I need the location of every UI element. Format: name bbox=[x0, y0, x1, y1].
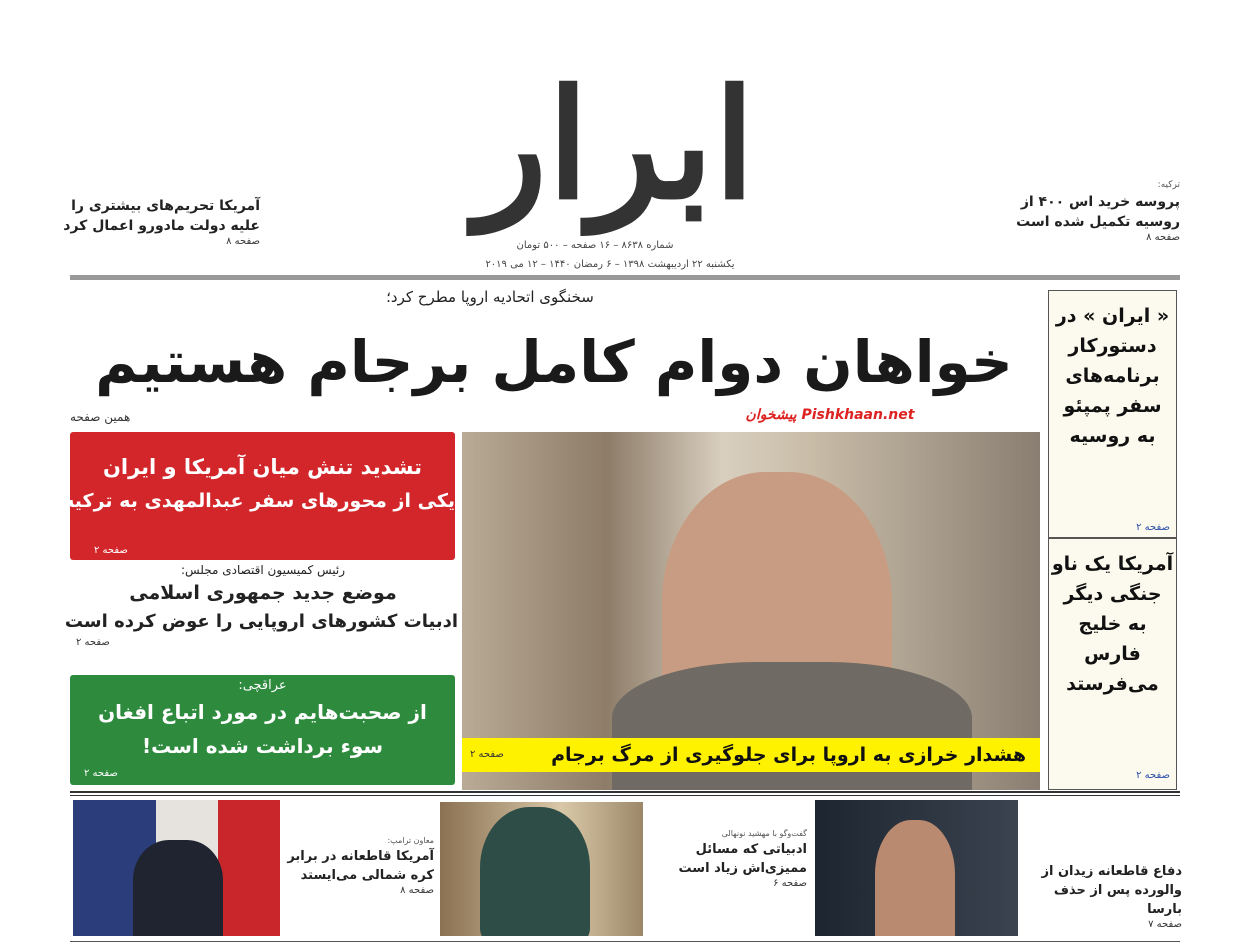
photo-nonahali[interactable] bbox=[440, 802, 643, 936]
watermark: پیشخوان Pishkhaan.net bbox=[745, 407, 915, 423]
ear-left[interactable] bbox=[60, 196, 260, 247]
lead-photo[interactable] bbox=[462, 432, 1040, 790]
green-box-story[interactable]: عراقچی: از صحبت‌هایم در مورد اتباع افغان سوء برداشت شده است! صفحه ۲ bbox=[70, 675, 455, 785]
lead-kicker: سخنگوی اتحادیه اروپا مطرح کرد؛ bbox=[386, 288, 594, 306]
red-box-story[interactable]: تشدید تنش میان آمریکا و ایران یکی از محورهای سفر عبدالمهدی به ترکیه صفحه ۲ bbox=[70, 432, 455, 560]
ear-right-title: پروسه خرید اس ۴۰۰ از روسیه تکمیل شده است bbox=[1016, 194, 1180, 230]
date-line: یکشنبه ۲۲ اردیبهشت ۱۳۹۸ – ۶ رمضان ۱۴۴۰ – ۱۲ می ۲۰۱۹ bbox=[485, 259, 735, 270]
mid-story[interactable]: رئیس کمیسیون اقتصادی مجلس: موضع جدید جمهوری اسلامی ادبیات کشورهای اروپایی را عوض کرده است صفحه ۲ bbox=[64, 563, 458, 648]
bottom-story-2[interactable]: گفت‌وگو با مهشید نونهالی ادبیاتی که مسائل ممیزی‌اش زیاد است صفحه ۶ bbox=[678, 829, 807, 889]
photo-pence[interactable] bbox=[73, 800, 280, 936]
bottom-story-1[interactable]: معاون ترامپ: آمریکا قاطعانه در برابر کره شمالی می‌ایستد صفحه ۸ bbox=[287, 836, 434, 896]
bottom-story-3[interactable]: دفاع قاطعانه زیدان از والورده پس از حذف بارسا صفحه ۷ bbox=[1041, 864, 1182, 930]
lead-page: همین صفحه bbox=[70, 410, 131, 424]
ear-right[interactable] bbox=[975, 180, 1180, 243]
section-rule-2 bbox=[70, 795, 1180, 796]
ear-right-page: صفحه ۸ bbox=[1146, 232, 1180, 243]
ear-right-kicker: ترکیه: bbox=[1157, 180, 1180, 190]
photo-valverde[interactable] bbox=[815, 800, 1018, 936]
sidebar bbox=[1048, 290, 1177, 790]
mid-story-page: صفحه ۲ bbox=[76, 637, 110, 648]
photo-caption[interactable]: هشدار خرازی به اروپا برای جلوگیری از مرگ برجام صفحه ۲ bbox=[462, 738, 1040, 772]
masthead-rule bbox=[70, 275, 1180, 280]
sidebar-story-1[interactable]: « ایران » در دستورکار برنامه‌های سفر پمپئو به روسیه صفحه ۲ bbox=[1049, 291, 1176, 539]
newspaper-logo: ابرار bbox=[474, 57, 756, 233]
issue-line: شماره ۸۶۳۸ – ۱۶ صفحه – ۵۰۰ تومان bbox=[516, 240, 674, 251]
sidebar-story-2[interactable]: آمریکا یک ناو جنگی دیگر به خلیج فارس می‌فرستد صفحه ۲ bbox=[1051, 553, 1174, 781]
lead-headline[interactable]: خواهان دوام کامل برجام هستیم bbox=[95, 328, 1013, 396]
bottom-rule bbox=[70, 941, 1180, 942]
section-rule bbox=[70, 791, 1180, 793]
ear-left-page: صفحه ۸ bbox=[226, 236, 260, 247]
ear-left-title: آمریکا تحریم‌های بیشتری را علیه دولت مادورو اعمال کرد bbox=[63, 198, 260, 234]
